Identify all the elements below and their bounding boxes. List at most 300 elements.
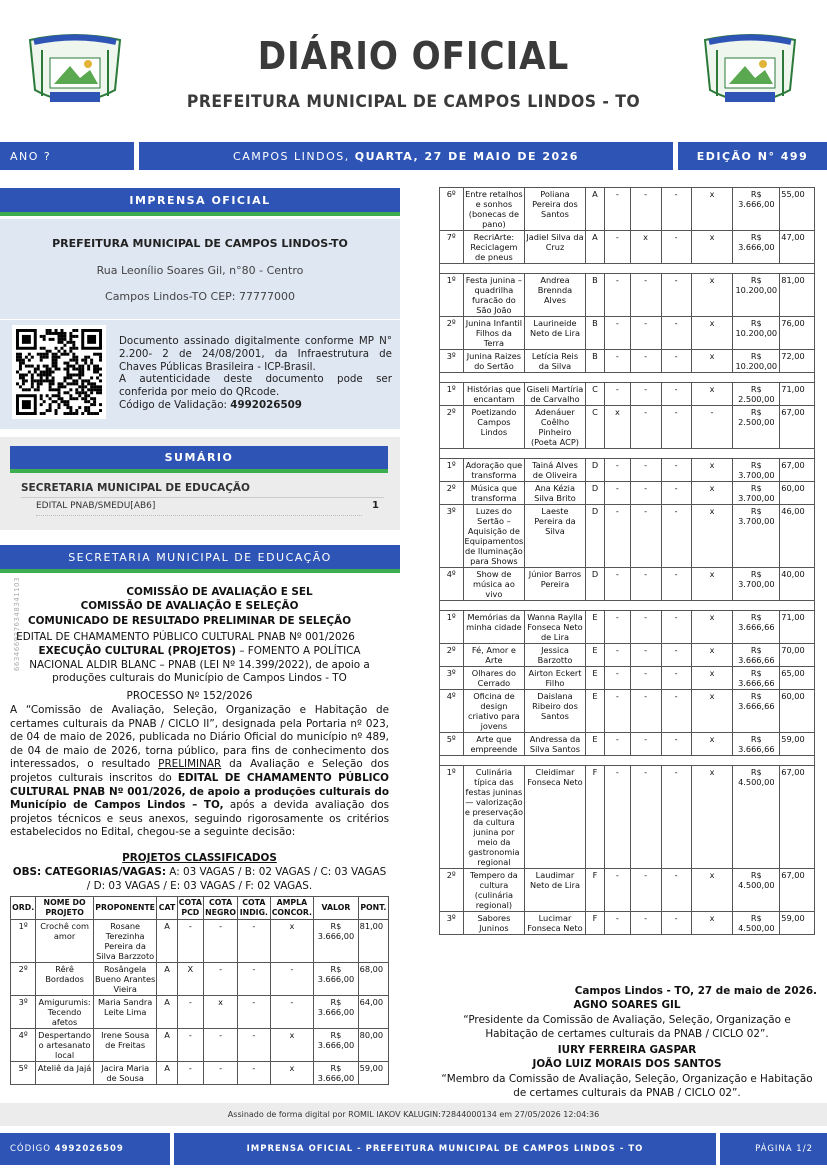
municipal-seal-right bbox=[695, 30, 805, 110]
table-cell: - bbox=[630, 317, 661, 350]
table-cell: 2º bbox=[440, 482, 464, 505]
table-row bbox=[440, 766, 815, 869]
table-cell: R$ 3.666,66 bbox=[733, 611, 780, 644]
table-row bbox=[11, 963, 389, 996]
table-cell: Laeste Pereira da Silva bbox=[525, 505, 585, 568]
table-cell: R$ 3.666,00 bbox=[314, 963, 358, 996]
table-cell: - bbox=[238, 1062, 270, 1085]
table-cell: - bbox=[630, 644, 661, 667]
table-cell: Lucimar Fonseca Neto bbox=[525, 912, 585, 935]
table-cell: R$ 3.700,00 bbox=[733, 568, 780, 601]
table-cell: R$ 2.500,00 bbox=[733, 406, 780, 449]
table-cell: x bbox=[691, 644, 733, 667]
table-cell: R$ 3.666,66 bbox=[733, 644, 780, 667]
table-cell: x bbox=[691, 317, 733, 350]
table-cell: R$ 4.500,00 bbox=[733, 869, 780, 912]
table-cell: - bbox=[605, 611, 630, 644]
doc-line-4: EDITAL DE CHAMAMENTO PÚBLICO CULTURAL PNAB Nº 001/2026 bbox=[16, 631, 355, 643]
table-cell: Andressa da Silva Santos bbox=[525, 733, 585, 756]
table-cell: 3º bbox=[440, 350, 464, 373]
table-cell: - bbox=[204, 1029, 238, 1062]
table-cell: - bbox=[661, 231, 691, 264]
table-cell: A bbox=[157, 996, 177, 1029]
table-row bbox=[440, 350, 815, 373]
table-cell: Tainá Alves de Oliveira bbox=[525, 459, 585, 482]
table-cell: - bbox=[661, 766, 691, 869]
table-cell: D bbox=[585, 482, 605, 505]
table-cell: - bbox=[177, 996, 203, 1029]
table-cell: - bbox=[605, 317, 630, 350]
table-row bbox=[440, 690, 815, 733]
table-cell: 2º bbox=[440, 406, 464, 449]
table-cell: R$ 3.700,00 bbox=[733, 482, 780, 505]
table-header-cell: CAT bbox=[157, 897, 177, 920]
table-header-cell: AMPLA CONCOR. bbox=[270, 897, 314, 920]
table-cell: - bbox=[630, 869, 661, 912]
qr-code-icon[interactable] bbox=[12, 325, 106, 419]
table-group-spacer bbox=[440, 449, 815, 459]
table-cell: 1º bbox=[440, 383, 464, 406]
table-cell: - bbox=[661, 690, 691, 733]
table-cell: - bbox=[661, 505, 691, 568]
table-cell: - bbox=[605, 274, 630, 317]
table-cell: x bbox=[691, 766, 733, 869]
table-cell: R$ 3.666,66 bbox=[733, 667, 780, 690]
table-cell: Laudimar Neto de Lira bbox=[525, 869, 585, 912]
table-cell: - bbox=[605, 568, 630, 601]
table-cell: 1º bbox=[440, 274, 464, 317]
signature-date: Campos Lindos - TO, 27 de maio de 2026. bbox=[574, 985, 817, 997]
table-cell: x bbox=[691, 459, 733, 482]
doc-line-5: EXECUÇÃO CULTURAL (PROJETOS) – FOMENTO A POLÍTICA NACIONAL ALDIR BLANC – PNAB (LEI Nº 14.399/2022), de apoio a produções culturais do Município de Campos Lindos - TO bbox=[29, 645, 370, 685]
validation-code: 4992026509 bbox=[230, 398, 302, 411]
table-cell: 67,00 bbox=[780, 406, 815, 449]
table-cell: Ana Kézia Silva Brito bbox=[525, 482, 585, 505]
table-row bbox=[440, 644, 815, 667]
table-cell: R$ 3.666,00 bbox=[733, 231, 780, 264]
doc-line-2: COMISSÃO DE AVALIAÇÃO E SELEÇÃO bbox=[80, 600, 299, 612]
table-cell: 68,00 bbox=[358, 963, 388, 996]
table-cell: - bbox=[605, 869, 630, 912]
classified-heading: PROJETOS CLASSIFICADOS bbox=[122, 852, 277, 864]
table-cell: 70,00 bbox=[780, 644, 815, 667]
table-cell: R$ 3.666,66 bbox=[733, 690, 780, 733]
edition-label: EDIÇÃO N° 499 bbox=[678, 142, 827, 170]
table-cell: Andrea Brennda Alves bbox=[525, 274, 585, 317]
footer-page: PÁGINA 1/2 bbox=[720, 1133, 827, 1165]
table-row bbox=[440, 188, 815, 231]
table-cell: 59,00 bbox=[780, 733, 815, 756]
table-group-spacer bbox=[440, 373, 815, 383]
table-cell: - bbox=[238, 1029, 270, 1062]
table-cell: x bbox=[605, 406, 630, 449]
date-label: QUARTA, 27 DE MAIO DE 2026 bbox=[354, 149, 579, 163]
table-cell: R$ 3.666,00 bbox=[314, 1062, 358, 1085]
table-cell: Festa junina – quadrilha furacão do São João bbox=[463, 274, 525, 317]
table-cell: Airton Eckert Filho bbox=[525, 667, 585, 690]
table-cell: Jacira Maria de Sousa bbox=[93, 1062, 157, 1085]
table-cell: B bbox=[585, 274, 605, 317]
table-cell: R$ 10.200,00 bbox=[733, 317, 780, 350]
table-cell: - bbox=[630, 505, 661, 568]
table-row bbox=[440, 733, 815, 756]
table-cell: - bbox=[630, 912, 661, 935]
table-cell: - bbox=[204, 1062, 238, 1085]
table-cell: - bbox=[661, 317, 691, 350]
table-cell: - bbox=[238, 963, 270, 996]
table-cell: - bbox=[661, 869, 691, 912]
table-group-spacer bbox=[440, 601, 815, 611]
table-group-spacer bbox=[440, 264, 815, 274]
table-row bbox=[11, 996, 389, 1029]
table-cell: - bbox=[630, 482, 661, 505]
table-cell: 1º bbox=[440, 766, 464, 869]
table-cell: Rosângela Bueno Arantes Vieira bbox=[94, 964, 156, 994]
doc-process: PROCESSO Nº 152/2026 bbox=[126, 690, 253, 702]
table-cell: x bbox=[270, 1062, 314, 1085]
table-cell: E bbox=[585, 644, 605, 667]
table-cell: 3º bbox=[440, 505, 464, 568]
table-cell: x bbox=[630, 231, 661, 264]
imprensa-box bbox=[0, 219, 400, 429]
table-cell: 67,00 bbox=[780, 766, 815, 869]
table-cell: - bbox=[661, 912, 691, 935]
table-cell: Música que transforma bbox=[463, 482, 525, 505]
table-row bbox=[440, 274, 815, 317]
signatory-name-2: IURY FERREIRA GASPAR bbox=[557, 1044, 697, 1056]
table-cell: R$ 3.666,00 bbox=[314, 920, 358, 963]
table-cell: 55,00 bbox=[780, 188, 815, 231]
footer-center: IMPRENSA OFICIAL - PREFEITURA MUNICIPAL DE CAMPOS LINDOS - TO bbox=[174, 1133, 716, 1165]
table-cell: E bbox=[585, 690, 605, 733]
table-cell: 1º bbox=[440, 611, 464, 644]
table-cell: x bbox=[270, 920, 314, 963]
table-cell: - bbox=[605, 690, 630, 733]
table-cell: - bbox=[661, 568, 691, 601]
table-cell: D bbox=[585, 568, 605, 601]
table-header-cell: COTA PCD bbox=[177, 897, 203, 920]
table-cell: Maria Sandra Leite Lima bbox=[93, 996, 157, 1029]
table-cell: R$ 10.200,00 bbox=[733, 350, 780, 373]
table-cell: - bbox=[630, 459, 661, 482]
table-cell: A bbox=[585, 231, 605, 264]
table-cell: 1º bbox=[440, 459, 464, 482]
table-cell: R$ 3.666,00 bbox=[314, 1029, 358, 1062]
table-cell: Culinária típica das festas juninas — valorização e preservação da cultura junina por meio da gastronomia regional bbox=[464, 767, 523, 867]
table-cell: E bbox=[585, 733, 605, 756]
table-cell: Memórias da minha cidade bbox=[463, 611, 525, 644]
table-cell: 60,00 bbox=[780, 690, 815, 733]
table-cell: 80,00 bbox=[358, 1029, 388, 1062]
table-header-cell: PROPONENTE bbox=[93, 897, 157, 920]
table-cell: 65,00 bbox=[780, 667, 815, 690]
table-cell: Histórias que encantam bbox=[463, 383, 525, 406]
results-table-left bbox=[10, 896, 389, 1085]
table-cell: 72,00 bbox=[780, 350, 815, 373]
table-cell: Daislana Ribeiro dos Santos bbox=[525, 690, 585, 733]
table-cell: 4º bbox=[440, 568, 464, 601]
table-cell: - bbox=[605, 188, 630, 231]
results-table-right bbox=[439, 187, 815, 935]
table-cell: X bbox=[177, 963, 203, 996]
table-header-cell: PONT. bbox=[358, 897, 388, 920]
table-cell: 4º bbox=[11, 1029, 36, 1062]
table-cell: Oficina de design criativo para jovens bbox=[463, 690, 525, 733]
table-cell: R$ 3.666,66 bbox=[733, 733, 780, 756]
table-cell: x bbox=[691, 505, 733, 568]
table-cell: x bbox=[691, 869, 733, 912]
table-cell: E bbox=[585, 667, 605, 690]
table-cell: D bbox=[585, 459, 605, 482]
table-header-cell: NOME DO PROJETO bbox=[36, 897, 94, 920]
table-header-cell: COTA NEGRO bbox=[204, 897, 238, 920]
table-cell: 59,00 bbox=[358, 1062, 388, 1085]
table-row bbox=[440, 505, 815, 568]
table-cell: - bbox=[177, 1029, 203, 1062]
table-cell: - bbox=[630, 406, 661, 449]
table-cell: F bbox=[585, 766, 605, 869]
table-cell: - bbox=[605, 644, 630, 667]
table-row bbox=[440, 482, 815, 505]
table-cell: - bbox=[691, 406, 733, 449]
table-cell: 6º bbox=[440, 188, 464, 231]
table-cell: - bbox=[605, 383, 630, 406]
table-cell: - bbox=[661, 406, 691, 449]
table-cell: - bbox=[605, 505, 630, 568]
table-cell: - bbox=[630, 766, 661, 869]
table-cell: Show de música ao vivo bbox=[463, 568, 525, 601]
table-cell: Laurineide Neto de Lira bbox=[525, 317, 585, 350]
table-cell: x bbox=[691, 383, 733, 406]
section-heading: SECRETARIA MUNICIPAL DE EDUCAÇÃO bbox=[0, 545, 400, 573]
table-cell: 7º bbox=[440, 231, 464, 264]
table-row bbox=[440, 459, 815, 482]
table-cell: x bbox=[691, 482, 733, 505]
table-cell: Arte que empreende bbox=[463, 733, 525, 756]
table-cell: - bbox=[630, 733, 661, 756]
table-row bbox=[440, 912, 815, 935]
table-cell: x bbox=[691, 568, 733, 601]
table-row bbox=[440, 869, 815, 912]
municipal-seal-left bbox=[20, 30, 130, 110]
table-cell: - bbox=[605, 912, 630, 935]
table-cell: 67,00 bbox=[780, 869, 815, 912]
table-cell: Cleidimar Fonseca Neto bbox=[525, 766, 585, 869]
table-cell: x bbox=[204, 996, 238, 1029]
table-cell: 67,00 bbox=[780, 459, 815, 482]
table-cell: - bbox=[270, 996, 314, 1029]
table-cell: Poetizando Campos Lindos bbox=[463, 406, 525, 449]
table-cell: A bbox=[157, 1062, 177, 1085]
signatory-role-1: “Presidente da Comissão de Avaliação, Seleção, Organização e Habitação de certames culturais da PNAB / CICLO 02”. bbox=[463, 1014, 791, 1040]
table-row bbox=[11, 1062, 389, 1085]
table-cell: - bbox=[661, 188, 691, 231]
table-cell: C bbox=[585, 383, 605, 406]
table-cell: A bbox=[157, 1029, 177, 1062]
table-cell: 3º bbox=[440, 667, 464, 690]
table-cell: x bbox=[691, 611, 733, 644]
table-cell: Adoração que transforma bbox=[463, 459, 525, 482]
table-cell: R$ 3.700,00 bbox=[733, 459, 780, 482]
table-cell: 71,00 bbox=[780, 383, 815, 406]
table-cell: R$ 4.500,00 bbox=[733, 766, 780, 869]
table-cell: x bbox=[691, 690, 733, 733]
table-cell: - bbox=[661, 667, 691, 690]
table-cell: 47,00 bbox=[780, 231, 815, 264]
table-cell: RecriArte: Reciclagem de pneus bbox=[463, 231, 525, 264]
footer-code: CÓDIGO 4992026509 bbox=[0, 1133, 170, 1165]
imprensa-heading: IMPRENSA OFICIAL bbox=[0, 188, 400, 216]
table-cell: - bbox=[661, 482, 691, 505]
signatory-name-1: AGNO SOARES GIL bbox=[573, 999, 681, 1011]
table-row bbox=[440, 568, 815, 601]
table-cell: x bbox=[691, 231, 733, 264]
table-header-cell: VALOR bbox=[314, 897, 358, 920]
table-cell: Crochê com amor bbox=[36, 920, 94, 963]
city-label: CAMPOS LINDOS, bbox=[233, 149, 350, 163]
table-cell: 4º bbox=[440, 690, 464, 733]
table-cell: Entre retalhos e sonhos (bonecas de pano) bbox=[463, 188, 525, 231]
table-cell: x bbox=[691, 188, 733, 231]
table-header-cell: ORD. bbox=[11, 897, 36, 920]
table-cell: - bbox=[177, 920, 203, 963]
table-cell: R$ 3.666,00 bbox=[314, 996, 358, 1029]
table-cell: Amigurumis: Tecendo afetos bbox=[36, 996, 94, 1029]
table-cell: B bbox=[585, 317, 605, 350]
table-cell: x bbox=[691, 667, 733, 690]
table-row bbox=[440, 667, 815, 690]
doc-line-1: COMISSÃO DE AVALIAÇÃO E SEL bbox=[126, 586, 313, 598]
table-cell: Rêrê Bordados bbox=[36, 963, 94, 996]
table-cell: - bbox=[630, 188, 661, 231]
table-cell: - bbox=[661, 611, 691, 644]
table-cell: Giseli Martíria de Carvalho bbox=[526, 384, 584, 404]
table-cell: C bbox=[585, 406, 605, 449]
table-cell: Sabores Juninos bbox=[463, 912, 525, 935]
table-row bbox=[440, 611, 815, 644]
table-cell: - bbox=[605, 667, 630, 690]
table-cell: - bbox=[238, 920, 270, 963]
table-cell: - bbox=[661, 350, 691, 373]
table-cell: Júnior Barros Pereira bbox=[525, 568, 585, 601]
signature-notice: Documento assinado digitalmente conforme MP N° 2.200- 2 de 24/08/2001, da Infraestrutura de Chaves Públicas Brasileira - ICP-Brasil. A autenticidade deste documento pode ser conferida por meio do QRcode. Código de Validação: 4992026509 bbox=[119, 335, 392, 411]
table-cell: Ateliê da Jajá bbox=[36, 1062, 94, 1085]
table-row bbox=[440, 317, 815, 350]
table-cell: - bbox=[270, 963, 314, 996]
table-cell: R$ 10.200,00 bbox=[733, 274, 780, 317]
table-cell: 59,00 bbox=[780, 912, 815, 935]
table-cell: R$ 2.500,00 bbox=[733, 383, 780, 406]
table-cell: - bbox=[177, 1062, 203, 1085]
table-cell: A bbox=[157, 963, 177, 996]
table-row bbox=[440, 231, 815, 264]
table-cell: Fé, Amor e Arte bbox=[463, 644, 525, 667]
vertical-code: 6634669376348341103 bbox=[13, 576, 22, 672]
table-cell: - bbox=[630, 274, 661, 317]
table-cell: R$ 3.700,00 bbox=[733, 505, 780, 568]
doc-line-3: COMUNICADO DE RESULTADO PRELIMINAR DE SELEÇÃO bbox=[27, 615, 352, 627]
table-cell: 76,00 bbox=[780, 317, 815, 350]
org-name: PREFEITURA MUNICIPAL DE CAMPOS LINDOS-TO bbox=[52, 237, 348, 250]
table-cell: Jessica Barzotto bbox=[525, 644, 585, 667]
table-cell: 40,00 bbox=[780, 568, 815, 601]
table-cell: 2º bbox=[11, 963, 36, 996]
table-cell: - bbox=[661, 733, 691, 756]
table-cell: E bbox=[585, 611, 605, 644]
table-cell: 46,00 bbox=[780, 505, 815, 568]
table-cell: 5º bbox=[11, 1062, 36, 1085]
table-cell: - bbox=[605, 459, 630, 482]
table-cell: 81,00 bbox=[358, 920, 388, 963]
table-cell: 71,00 bbox=[780, 611, 815, 644]
table-cell: 2º bbox=[440, 317, 464, 350]
table-cell: - bbox=[661, 274, 691, 317]
signatory-role-2: “Membro da Comissão de Avaliação, Seleção, Organização e Habitação de certames culturais da PNAB / CICLO 02”. bbox=[441, 1073, 813, 1099]
table-cell: Luzes do Sertão – Aquisição de Equipamentos de Iluminação para Shows bbox=[464, 506, 524, 566]
table-cell: 81,00 bbox=[780, 274, 815, 317]
table-cell: - bbox=[661, 644, 691, 667]
table-cell: - bbox=[605, 733, 630, 756]
table-cell: A bbox=[157, 920, 177, 963]
page-subtitle: PREFEITURA MUNICIPAL DE CAMPOS LINDOS - TO bbox=[186, 92, 641, 112]
signatory-name-3: JOÃO LUIZ MORAIS DOS SANTOS bbox=[532, 1058, 722, 1070]
summary-page-number: 1 bbox=[372, 500, 379, 511]
table-cell: A bbox=[585, 188, 605, 231]
table-cell: 3º bbox=[11, 996, 36, 1029]
summary-item-link[interactable]: EDITAL PNAB/SMEDU[AB6] bbox=[36, 501, 156, 511]
table-cell: x bbox=[691, 274, 733, 317]
table-cell: Junina Infantil Filhos da Terra bbox=[463, 317, 525, 350]
table-cell: D bbox=[585, 505, 605, 568]
table-cell: Wanna Raylla Fonseca Neto de Lira bbox=[525, 611, 585, 644]
footer-code-value: 4992026509 bbox=[54, 1144, 124, 1154]
org-address: Rua Leonílio Soares Gil, n°80 - Centro bbox=[96, 264, 304, 277]
summary-box bbox=[0, 437, 400, 530]
categories-note: OBS: CATEGORIAS/VAGAS: A: 03 VAGAS / B: 02 VAGAS / C: 03 VAGAS / D: 03 VAGAS / E: 03 VAGAS / F: 02 VAGAS. bbox=[12, 866, 387, 892]
table-cell: x bbox=[691, 733, 733, 756]
table-cell: - bbox=[238, 996, 270, 1029]
table-cell: - bbox=[204, 920, 238, 963]
table-cell: x bbox=[691, 912, 733, 935]
table-row bbox=[440, 406, 815, 449]
table-cell: - bbox=[630, 667, 661, 690]
table-cell: Irene Sousa de Freitas bbox=[93, 1029, 157, 1062]
table-cell: B bbox=[585, 350, 605, 373]
table-cell: x bbox=[270, 1029, 314, 1062]
page-title: DIÁRIO OFICIAL bbox=[257, 34, 570, 78]
table-cell: 3º bbox=[440, 912, 464, 935]
table-cell: Despertando o artesanato local bbox=[36, 1029, 94, 1062]
table-cell: 2º bbox=[440, 869, 464, 912]
table-cell: - bbox=[661, 383, 691, 406]
digital-signature-line: Assinado de forma digital por ROMIL IAKOV KALUGIN:72844000134 em 27/05/2026 12:04:36 bbox=[0, 1103, 827, 1126]
summary-section: SECRETARIA MUNICIPAL DE EDUCAÇÃO bbox=[21, 482, 250, 494]
table-cell: F bbox=[585, 912, 605, 935]
table-row bbox=[440, 383, 815, 406]
table-cell: R$ 4.500,00 bbox=[733, 912, 780, 935]
date-bar bbox=[139, 142, 673, 170]
table-cell: - bbox=[605, 350, 630, 373]
table-cell: 64,00 bbox=[358, 996, 388, 1029]
year-label: ANO ? bbox=[0, 142, 134, 170]
table-cell: 60,00 bbox=[780, 482, 815, 505]
table-cell: Tempero da cultura (culinária regional) bbox=[463, 869, 525, 912]
table-cell: R$ 3.666,00 bbox=[733, 188, 780, 231]
table-header-cell: COTA INDIG. bbox=[238, 897, 270, 920]
table-cell: x bbox=[691, 350, 733, 373]
table-cell: - bbox=[630, 611, 661, 644]
table-cell: F bbox=[585, 869, 605, 912]
